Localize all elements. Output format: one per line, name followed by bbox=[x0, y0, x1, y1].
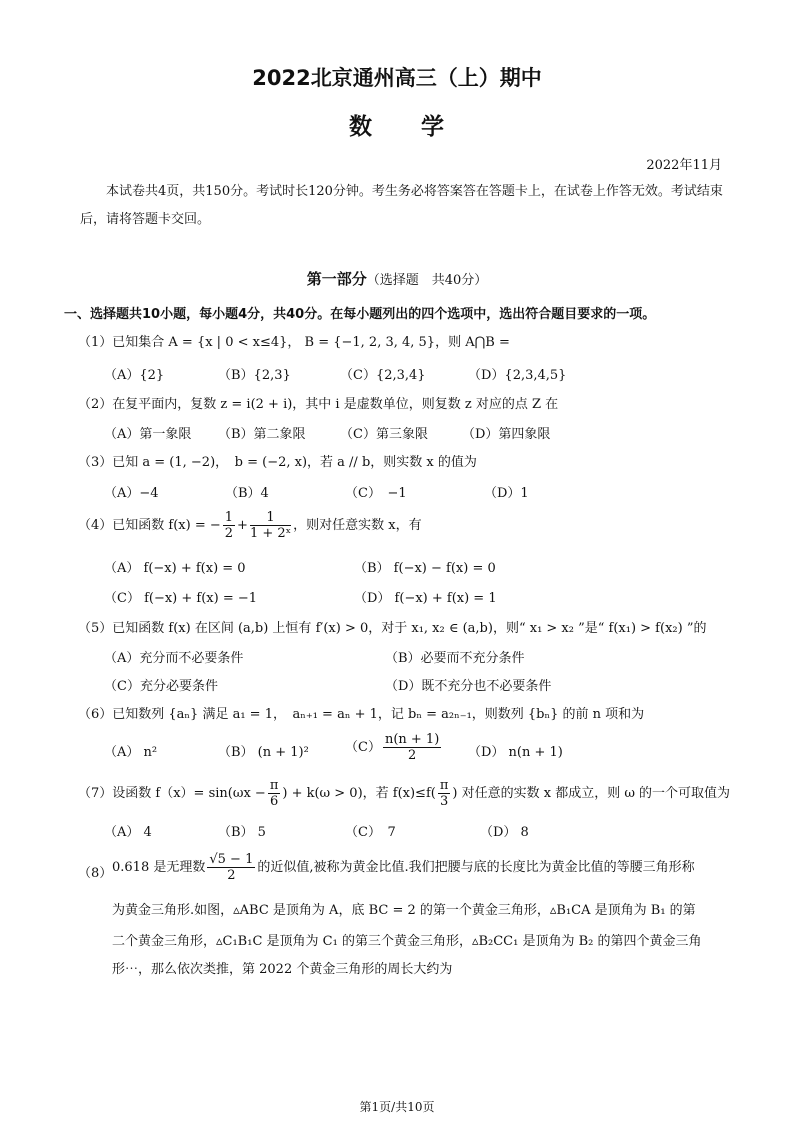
question-6-option-c bbox=[345, 732, 443, 763]
question-6-option-b: （B） (n + 1)² bbox=[218, 745, 309, 760]
golden-ratio-fraction bbox=[207, 852, 255, 883]
question-7-option-a: （A） 4 bbox=[104, 825, 152, 840]
part-one-heading bbox=[0, 268, 794, 289]
question-5-option-b: （B）必要而不充分条件 bbox=[385, 651, 525, 666]
fraction-numerator: 1 bbox=[250, 510, 291, 526]
exam-title: 2022北京通州高三（上）期中 bbox=[252, 66, 542, 90]
fraction-numerator: √5 − 1 bbox=[209, 852, 254, 867]
subject-title: 数 学 bbox=[349, 114, 445, 140]
question-7-stem-end: ) 对任意的实数 x 都成立，则 ω 的一个可取值为 bbox=[452, 786, 731, 801]
question-6-option-d: （D） n(n + 1) bbox=[468, 745, 563, 760]
question-1-option-c: （C）{2,3,4} bbox=[340, 368, 426, 383]
question-3-option-b: （B）4 bbox=[225, 486, 269, 501]
question-2-option-c: （C）第三象限 bbox=[340, 427, 428, 442]
part-one-title: 第一部分 bbox=[306, 270, 367, 288]
fraction-denominator: 2 bbox=[224, 526, 234, 541]
question-6-stem: （6）已知数列 {aₙ} 满足 a₁ = 1， aₙ₊₁ = aₙ + 1，记 bₙ = a₂ₙ₋₁，则数列 {bₙ} 的前 n 项和为 bbox=[78, 707, 645, 722]
fraction-denominator: 1 + 2ˣ bbox=[249, 526, 292, 541]
question-4-option-b: （B） f(−x) − f(x) = 0 bbox=[354, 561, 496, 576]
exam-instructions: 本试卷共4页，共150分。考试时长120分钟。考生务必将答案答在答题卡上，在试卷上作答无效。考试结束后，请将答题卡交回。 bbox=[80, 184, 723, 227]
question-2-option-a: （A）第一象限 bbox=[104, 427, 192, 442]
fraction-denominator: 6 bbox=[269, 794, 279, 809]
question-8-line-1 bbox=[112, 852, 732, 883]
question-4-option-a: （A） f(−x) + f(x) = 0 bbox=[104, 561, 246, 576]
question-1-stem: （1）已知集合 A = {x | 0 < x≤4}， B = {−1, 2, 3, 4, 5}，则 A⋂B = bbox=[78, 335, 510, 350]
question-2-stem: （2）在复平面内，复数 z = i(2 + i)，其中 i 是虚数单位，则复数 z 对应的点 Z 在 bbox=[78, 397, 559, 412]
plus-sign: + bbox=[237, 518, 248, 533]
question-5-option-a: （A）充分而不必要条件 bbox=[104, 651, 244, 666]
question-8-line-2: 为黄金三角形.如图，▵ABC 是顶角为 A，底 BC = 2 的第一个黄金三角形，▵B₁CA 是顶角为 B₁ 的第 bbox=[112, 903, 696, 918]
question-7-stem-start: （7）设函数 f（x）= sin(ωx − bbox=[78, 786, 266, 801]
fraction-pi-over-6 bbox=[268, 778, 281, 809]
exam-date: 2022年11月 bbox=[646, 158, 722, 173]
question-7-option-b: （B） 5 bbox=[218, 825, 266, 840]
fraction-denominator: 2 bbox=[407, 748, 417, 763]
fraction-numerator: n(n + 1) bbox=[384, 732, 440, 747]
question-7-stem bbox=[78, 778, 730, 809]
question-2-option-b: （B）第二象限 bbox=[218, 427, 306, 442]
question-2-option-d: （D）第四象限 bbox=[462, 427, 551, 442]
question-8-line-4: 形⋯，那么依次类推，第 2022 个黄金三角形的周长大约为 bbox=[112, 962, 453, 977]
fraction-denominator: 3 bbox=[439, 794, 449, 809]
fraction-one-half bbox=[223, 510, 235, 541]
question-1-option-b: （B）{2,3} bbox=[218, 368, 291, 383]
question-4-option-d: （D） f(−x) + f(x) = 1 bbox=[354, 591, 497, 606]
question-4-option-c: （C） f(−x) + f(x) = −1 bbox=[104, 591, 258, 606]
page-footer: 第1页/共10页 bbox=[359, 1100, 435, 1114]
question-3-option-c: （C） −1 bbox=[345, 486, 407, 501]
question-7-stem-middle: ) + k(ω > 0)，若 f(x)≤f( bbox=[282, 786, 436, 801]
question-3-option-d: （D）1 bbox=[484, 486, 529, 501]
question-5-option-d: （D）既不充分也不必要条件 bbox=[385, 679, 552, 694]
question-8-line-1-start: 0.618 是无理数 bbox=[112, 860, 206, 875]
question-7-option-d: （D） 8 bbox=[480, 825, 529, 840]
question-8-line-3: 二个黄金三角形，▵C₁B₁C 是顶角为 C₁ 的第三个黄金三角形，▵B₂CC₁ 是顶角为 B₂ 的第四个黄金三角 bbox=[112, 934, 702, 949]
fraction-numerator: π bbox=[269, 778, 279, 793]
question-3-option-a: （A）−4 bbox=[104, 486, 159, 501]
section-one-instructions: 一、选择题共10小题，每小题4分，共40分。在每小题列出的四个选项中，选出符合题目要求的一项。 bbox=[64, 307, 656, 322]
question-1-option-a: （A）{2} bbox=[104, 368, 165, 383]
question-6-option-a: （A） n² bbox=[104, 745, 158, 760]
question-3-stem: （3）已知 a = (1, −2)， b = (−2, x)，若 a // b，则实数 x 的值为 bbox=[78, 455, 477, 470]
question-4-stem-end: ，则对任意实数 x，有 bbox=[293, 518, 422, 533]
fraction-numerator: 1 bbox=[224, 510, 234, 525]
part-one-subtitle: （选择题 共40分） bbox=[366, 273, 488, 288]
fraction-pi-over-3 bbox=[438, 778, 451, 809]
fraction-triangular-sum bbox=[383, 732, 441, 763]
question-4-stem-start: （4）已知函数 f(x) = − bbox=[78, 518, 221, 533]
question-1-option-d: （D）{2,3,4,5} bbox=[468, 368, 567, 383]
question-5-option-c: （C）充分必要条件 bbox=[104, 679, 218, 694]
question-8-number: （8） bbox=[78, 866, 113, 881]
question-5-stem: （5）已知函数 f(x) 在区间 (a,b) 上恒有 f′(x) > 0，对于 x₁, x₂ ∈ (a,b)，则“ x₁ > x₂ ”是“ f(x₁) > f(x₂) ”的 bbox=[78, 621, 707, 636]
fraction-denominator: 2 bbox=[227, 868, 236, 883]
question-8-line-1-end: 的近似值,被称为黄金比值.我们把腰与底的长度比为黄金比值的等腰三角形称 bbox=[257, 860, 695, 875]
option-c-label: （C） bbox=[345, 740, 381, 755]
question-7-option-c: （C） 7 bbox=[345, 825, 396, 840]
question-4-stem bbox=[78, 510, 422, 541]
fraction-one-over-exp bbox=[250, 510, 291, 541]
fraction-numerator: π bbox=[439, 778, 449, 793]
